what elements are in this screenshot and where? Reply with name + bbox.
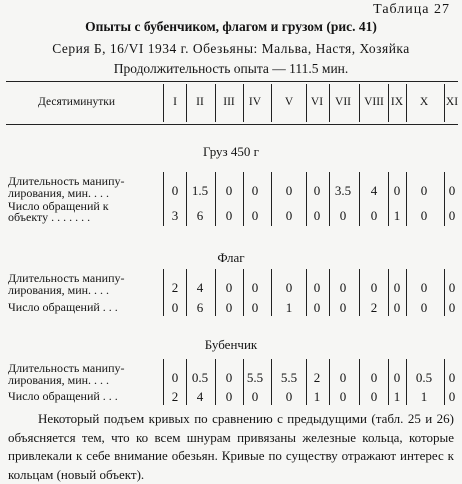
row-label: Длительность манипу- [8, 174, 125, 188]
column-separator [406, 172, 407, 226]
column-separator [243, 269, 244, 316]
table-cell: 5.5 [246, 370, 264, 385]
column-separator [359, 359, 360, 405]
table-cell: 0 [448, 300, 456, 315]
table-cell: 1 [313, 389, 321, 404]
column-header-11: XI [445, 96, 459, 108]
row-label: Число обращений . . . [8, 300, 118, 314]
table-cell: 0 [225, 183, 233, 198]
column-header-9: IX [390, 96, 404, 108]
table-cell: 0 [420, 300, 428, 315]
column-separator [306, 172, 307, 226]
column-separator [215, 359, 216, 405]
column-separator [271, 359, 272, 405]
table-cell: 0.5 [415, 370, 433, 385]
table-cell: 0 [313, 280, 321, 295]
column-separator [306, 269, 307, 316]
table-cell: 0 [251, 280, 259, 295]
column-header-4: IV [248, 96, 262, 108]
row-label-cont: лирования, мин. . . . [8, 186, 110, 200]
column-separator [406, 269, 407, 316]
table-cell: 0 [225, 208, 233, 223]
column-header-10: X [419, 96, 429, 108]
table-cell: 1 [420, 389, 428, 404]
table-cell: 0 [171, 300, 179, 315]
column-separator [329, 359, 330, 405]
table-cell: 0 [420, 280, 428, 295]
section-title: Груз 450 г [203, 144, 259, 159]
column-separator [359, 172, 360, 226]
column-separator [271, 172, 272, 226]
table-cell: 1.5 [191, 183, 209, 198]
table-cell: 0 [370, 208, 378, 223]
table-cell: 0 [339, 280, 347, 295]
table-cell: 0 [313, 183, 321, 198]
table-cell: 6 [196, 300, 204, 315]
column-separator [388, 172, 389, 226]
row-label-cont: лирования, мин. . . . [8, 283, 110, 297]
table-cell: 0 [448, 389, 456, 404]
table-cell: 0 [171, 370, 179, 385]
row-label: Число обращений к [8, 199, 109, 213]
table-cell: 0 [339, 389, 347, 404]
column-header-7: VII [335, 96, 351, 108]
table-cell: 0 [285, 183, 293, 198]
column-separator [215, 172, 216, 226]
table-cell: 0 [420, 183, 428, 198]
table-title: Опыты с бубенчиком, флагом и грузом (рис. 41) [85, 19, 377, 34]
column-separator [163, 359, 164, 405]
table-cell: 2 [171, 389, 179, 404]
table-cell: 4 [370, 183, 378, 198]
table-cell: 0 [448, 183, 456, 198]
table-cell: 0 [393, 370, 401, 385]
body-paragraph: Некоторый подъем кривых по сравнению с предыдущими (табл. 25 и 26) объясняется тем, что ко всем шнурам привязаны железные кольца, которые привлекали к себе внимание обезьян. Кривые по существу отражают интерес к кольцам (новый объект). [8, 411, 454, 482]
table-cell: 1 [285, 300, 293, 315]
table-cell: 2 [370, 300, 378, 315]
table-cell: 0 [285, 208, 293, 223]
table-cell: 0 [225, 389, 233, 404]
table-cell: 0 [420, 208, 428, 223]
column-separator [163, 269, 164, 316]
column-separator [388, 359, 389, 405]
table-cell: 4 [196, 389, 204, 404]
column-header-8: VIII [364, 96, 384, 108]
column-separator [163, 172, 164, 226]
column-separator [444, 172, 445, 226]
table-cell: 0 [225, 280, 233, 295]
table-cell: 0 [448, 208, 456, 223]
section-title: Флаг [217, 250, 245, 265]
row-label: Длительность манипу- [8, 271, 125, 285]
column-separator [329, 269, 330, 316]
table-cell: 2 [313, 370, 321, 385]
table-cell: 0 [251, 300, 259, 315]
column-separator [186, 269, 187, 316]
row-label-cont: объекту . . . . . . . [8, 210, 91, 224]
table-cell: 0 [448, 370, 456, 385]
column-separator [406, 359, 407, 405]
column-header-1: I [173, 96, 177, 108]
table-cell: 1 [393, 208, 401, 223]
section-title: Бубенчик [204, 337, 258, 352]
table-number: Таблица 27 [373, 2, 450, 17]
table-cell: 0 [251, 208, 259, 223]
table-cell: 0 [370, 389, 378, 404]
table-cell: 5.5 [280, 370, 298, 385]
table-cell: 0 [285, 280, 293, 295]
table-cell: 0 [393, 183, 401, 198]
table-cell: 0 [393, 300, 401, 315]
table-cell: 3.5 [334, 183, 352, 198]
column-header-6: VI [310, 96, 324, 108]
series-line: Серия Б, 16/VI 1934 г. Обезьяны: Мальва, Настя, Хозяйка [52, 41, 410, 56]
column-header-5: V [284, 96, 294, 108]
table-cell: 0 [339, 300, 347, 315]
column-header-2: II [196, 96, 204, 108]
row-label: Число обращений . . . [8, 389, 118, 403]
table-cell: 0 [171, 183, 179, 198]
column-separator [444, 359, 445, 405]
table-top-rule [6, 81, 458, 82]
table-cell: 0 [339, 208, 347, 223]
table-cell: 0 [370, 370, 378, 385]
column-header-3: III [223, 96, 235, 108]
table-cell: 0 [370, 280, 378, 295]
column-separator [329, 172, 330, 226]
column-separator [186, 172, 187, 226]
table-cell: 6 [196, 208, 204, 223]
row-label-cont: лирования, мин. . . . [8, 373, 110, 387]
column-separator [359, 269, 360, 316]
table-cell: 0 [285, 389, 293, 404]
table-cell: 4 [196, 280, 204, 295]
column-separator [271, 269, 272, 316]
column-separator [444, 269, 445, 316]
column-separator [215, 269, 216, 316]
table-cell: 0 [313, 208, 321, 223]
column-separator [243, 359, 244, 405]
header-bottom-rule [6, 124, 458, 125]
table-cell: 0 [225, 300, 233, 315]
table-cell: 2 [171, 280, 179, 295]
table-cell: 0 [225, 370, 233, 385]
header-label: Десятиминутки [38, 96, 116, 108]
column-separator [186, 359, 187, 405]
column-separator [306, 359, 307, 405]
row-label: Длительность манипу- [8, 361, 125, 375]
table-cell: 0 [339, 370, 347, 385]
table-cell: 0 [251, 389, 259, 404]
table-cell: 0 [448, 280, 456, 295]
table-cell: 0 [313, 300, 321, 315]
duration-line: Продолжительность опыта — 111.5 мин. [113, 61, 349, 76]
table-cell: 3 [171, 208, 179, 223]
table-cell: 0.5 [191, 370, 209, 385]
table-cell: 0 [393, 280, 401, 295]
column-separator [243, 172, 244, 226]
table-cell: 1 [393, 389, 401, 404]
column-separator [388, 269, 389, 316]
table-cell: 0 [251, 183, 259, 198]
